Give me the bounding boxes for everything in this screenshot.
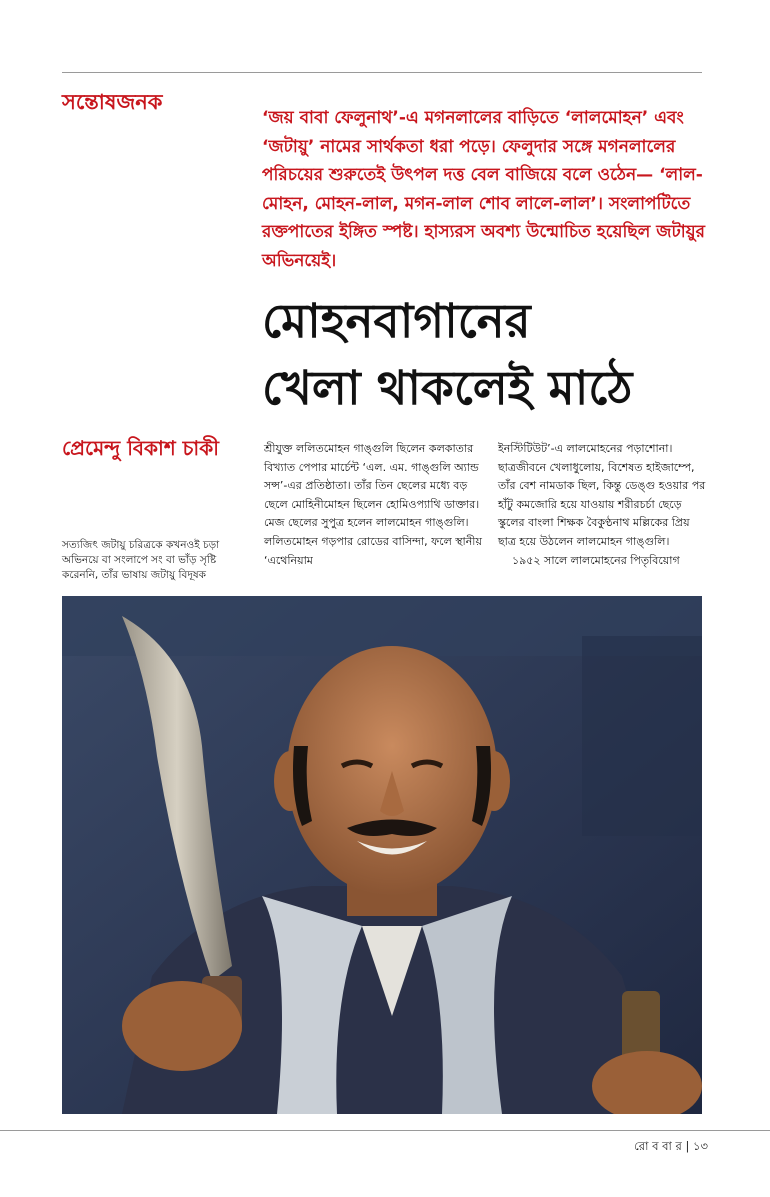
portrait-illustration — [62, 596, 702, 1114]
body-column-1 — [264, 440, 482, 570]
body-column-2 — [498, 440, 706, 570]
headline-line-2: খেলা থাকলেই মাঠে — [262, 361, 633, 416]
page-number: ১৩ — [693, 1139, 708, 1153]
footer-separator: | — [685, 1139, 690, 1153]
intro-paragraph — [262, 104, 707, 275]
column-2-text: ইনস্টিটিউট’-এ লালমোহনের পড়াশোনা। ছাত্রজীবনে খেলাধুলোয়, বিশেষত হাইজাম্পে, তাঁর বেশ নামডাক ছিল, কিন্তু ডেঙ্গু হওয়ার পর হাঁটু কমজোরি হয়ে যাওয়ায় শরীরচর্চা ছেড়ে স্কুলের বাংলা শিক্ষক বৈকুণ্ঠনাথ মল্লিকের প্রিয় ছাত্র হয়ে উঠলেন লালমোহন গাঙ্গুলি। — [498, 442, 706, 548]
headline — [262, 288, 712, 422]
portrait-photo — [62, 596, 702, 1114]
byline: প্রেমেন্দু বিকাশ চাকী — [62, 436, 219, 460]
headline-line-1: মোহনবাগানের — [262, 294, 531, 349]
intro-text: ‘জয় বাবা ফেলুনাথ’-এ মগনলালের বাড়িতে ‘লালমোহন’ এবং ‘জটায়ু’ নামের সার্থকতা ধরা পড়ে। ফেলুদার সঙ্গে মগনলালের পরিচয়ের শুরুতেই উৎপল দত্ত বেল বাজিয়ে বলে ওঠেন— ‘লাল-মোহন, মোহন-লাল, মগন-লাল শোব লালে-লাল’। সংলাপটিতে রক্তপাতের ইঙ্গিত স্পষ্ট। হাস্যরস অবশ্য উন্মোচিত হয়েছিল জটায়ুর অভিনয়েই। — [262, 108, 706, 271]
photo-caption: সত্যজিৎ জটায়ু চরিত্রকে কখনওই চড়া অভিনয়ে বা সংলাপে সং বা ভাঁড় সৃষ্টি করেননি, তাঁর ভাষায় জটায়ু বিদূষক — [62, 539, 220, 581]
column-1-text: শ্রীযুক্ত ললিতমোহন গাঙ্গুলি ছিলেন কলকাতার বিখ্যাত পেপার মার্চেন্ট ‘এল. এম. গাঙ্গুলি অ্যান্ড সন্স’-এর প্রতিষ্ঠাতা। তাঁর তিন ছেলের মধ্যে বড় ছেলে মোহিনীমোহন ছিলেন হোমিওপ্যাথি ডাক্তার। মেজ ছেলের সুপুত্র হলেন লালমোহন গাঙ্গুলি। ললিতমোহন গড়পার রোডের বাসিন্দা, ফলে স্থানীয় ‘এথেনিয়াম — [264, 442, 482, 567]
footer-rule — [0, 1130, 770, 1131]
page-footer — [634, 1138, 708, 1157]
top-rule — [62, 72, 702, 73]
section-label: সন্তোষজনক — [62, 90, 163, 114]
column-2-text-2: ১৯৫২ সালে লালমোহনের পিতৃবিয়োগ — [512, 553, 680, 567]
magazine-name: রো ব বা র — [634, 1139, 682, 1153]
